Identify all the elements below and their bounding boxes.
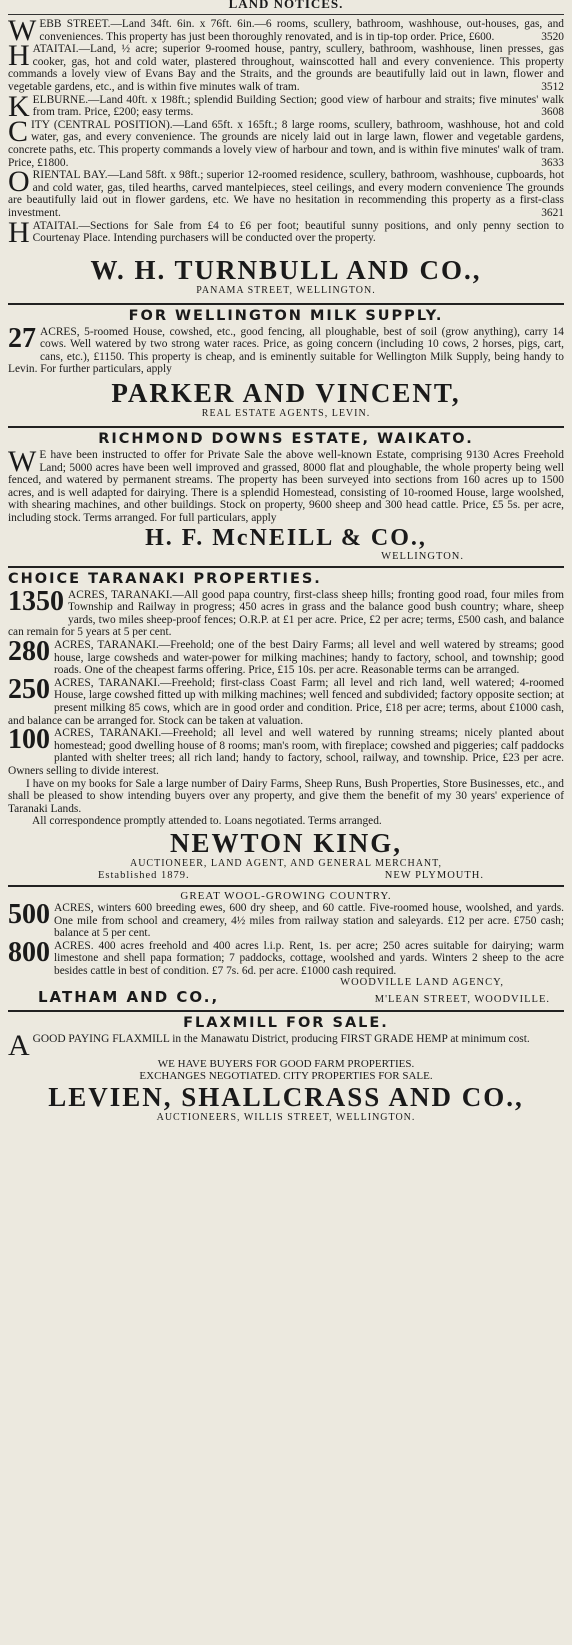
parker-firm: PARKER AND VINCENT, [111,378,461,409]
taranaki-heading: CHOICE TARANAKI PROPERTIES. [8,570,322,587]
listing-ref: 3608 [541,106,564,119]
levien-firm: LEVIEN, SHALLCRASS AND CO., [48,1082,524,1113]
listing-text: ACRES, winters 600 breeding ewes, 600 dry sheep, and 60 cattle. Five-roomed house, woolshed, and yards. One mile from school and creamery, 4½ miles from railway station and saleyards. £12 per acre. £750 cash; balance at 5 per cent. [54,901,564,940]
listing-ref: 3633 [541,156,564,169]
drop-cap: C [8,114,29,148]
listing [8,114,564,169]
listing [8,14,564,47]
divider [8,566,564,568]
flaxmill-ad [8,1029,564,1063]
flaxmill-text: GOOD PAYING FLAXMILL in the Manawatu District, producing FIRST GRADE HEMP at minimum cost. [32,1033,530,1046]
listing-text: ATAITAI.—Land, ½ acre; superior 9-roomed house, pantry, scullery, bathroom, washhouse, linen presses, gas cooker, gas, hot and cold water, plastered throughout, wainscotted hall and every convenience. This property commands a lovely view of Evans Bay and the Straits, and the grounds are beautifully laid out in lawn, flower and vegetable gardens, etc., and is within five minutes walk of tram. [8,43,564,93]
drop-cap: O [8,165,30,199]
listing [8,39,564,93]
listing-text: ACRES, TARANAKI.—Freehold; first-class Coast Farm; all level and rich land, well watered; 4-roomed House, large cowshed fitted up with milking machines; well fenced and subdivided; factory opposite section; at present milking 85 cows, which are in good order and condition. Price, £18 per acre; terms, about £1000 cash, and balance can be arranged for. Stock can be taken at valuation. [8,676,564,727]
listing [8,724,564,777]
latham-firm: LATHAM AND CO., [38,988,220,1007]
richmond-ad [8,445,564,525]
wool-ads [8,898,564,978]
listing-text: ACRES. 400 acres freehold and 400 acres l.i.p. Rent, 1s. per acre; 250 acres suitable for dairying; warm limestone and shell papa formation; 7 paddocks, cottage, woolshed and yards. Winters 2 sheep to the acre besides cattle in best of condition. £7 7s. 6d. per acre. £1000 cash required. [54,939,564,977]
listing [8,215,564,249]
established: Established 1879. [98,869,190,881]
drop-cap: H [8,215,30,249]
listing-text: ITY (CENTRAL POSITION).—Land 65ft. x 165ft.; 8 large rooms, scullery, bathroom, washhouse, hot and cold water, gas, and every convenience. The grounds are nicely laid out in large lawn, flower and vegetable gardens, concrete paths, etc. This property commands a lovely view of harbour and town, and is within five minutes' walk of tram. Price, £1800. [8,118,564,169]
taranaki-corr: All correspondence promptly attended to. Loans negotiated. Terms arranged. [32,815,382,828]
milk-heading: FOR WELLINGTON MILK SUPPLY. [128,307,444,324]
listing [8,636,564,677]
listing-acres: 800 [8,936,50,968]
levien-sub: AUCTIONEERS, WILLIS STREET, WELLINGTON. [156,1112,416,1124]
newton-king-line [8,870,564,881]
divider [8,426,564,428]
listing-ref: 3621 [541,206,564,219]
turnbull-address: PANAMA STREET, WELLINGTON. [196,284,376,296]
wool-heading: GREAT WOOL-GROWING COUNTRY. [180,889,392,902]
mcneill-firm: H. F. McNEILL & CO., [145,524,427,551]
listing [8,165,564,219]
listing-acres: 280 [8,636,50,667]
listing-acres: 100 [8,724,50,756]
listing-text: ACRES, TARANAKI.—Freehold; one of the best Dairy Farms; all level and well watered by streams; good house, large cowsheds and water-power for milking machines; handy to factory, school, and township; good roads. One of the cheapest farms offering. Price, £15 10s. per acre. Reasonable terms can be arranged. [54,639,564,677]
drop-cap: W [8,445,37,479]
town: NEW PLYMOUTH. [384,869,484,881]
listing-text: ELBURNE.—Land 40ft. x 198ft.; splendid Building Section; good view of harbour and straits; five minutes' walk from tram. Price, £200; easy terms. [32,93,564,119]
flaxmill-line2: EXCHANGES NEGOTIATED. CITY PROPERTIES FOR SALE. [139,1070,433,1083]
milk-text: ACRES, 5-roomed House, cowshed, etc., good fencing, all ploughable, best of soil (grow anything), carry 14 cows. Well watered by two strong water races. Price, as going concern (including 10 cows, 2 horses, pigs, cart, cans, etc.), £1150. This property is cheap, and is eminently suitable for Wellington Milk Supply, being handy to Levin. For further particulars, apply [8,325,564,376]
richmond-heading: RICHMOND DOWNS ESTATE, WAIKATO. [98,431,474,448]
milk-acres: 27 [8,322,36,354]
listing-text: ACRES, TARANAKI.—Freehold; all level and well watered by running streams; nicely planted about homestead; good dwelling house of 8 rooms; man's room, with fireplace; cowshed and piggeries; calf paddocks planted with shelter trees; all rich land; handy to factory, school, railway, and township. Price, £23 per acre. Owners selling to divide interest. [8,727,564,777]
flaxmill-heading: FLAXMILL FOR SALE. [183,1015,389,1032]
listing-text: ATAITAI.—Sections for Sale from £4 to £6 per foot; beautiful sunny positions, and only penny section to Courtenay Place. Intending purchasers will be conducted over the property. [32,219,564,245]
listing-acres: 250 [8,673,50,705]
listing-acres: 1350 [8,585,64,617]
woodville-agency: WOODVILLE LAND AGENCY, [340,977,504,989]
parker-sub: REAL ESTATE AGENTS, LEVIN. [201,408,371,420]
listing-text: RIENTAL BAY.—Land 58ft. x 98ft.; superior 12-roomed residence, scullery, bathroom, washhouse, cupboards, hot and cold water, gas, tiled hearths, carved mantelpieces, steel ceilings, and every modern convenience The grounds are beautifully laid out in flower gardens, etc. We have no hesitation in recommending this property as a first-class investment. [8,169,564,219]
latham-line [8,988,564,1006]
mcneill-sub: WELLINGTON. [381,550,464,562]
newton-king-firm: NEWTON KING, [169,827,403,858]
divider [8,1010,564,1012]
listing-ref: 3512 [541,80,564,93]
listing [8,936,564,978]
drop-cap: H [8,39,30,73]
drop-cap: W [8,14,37,47]
divider [8,14,564,15]
listing-text: EBB STREET.—Land 34ft. 6in. x 76ft. 6in.—6 rooms, scullery, bathroom, washhouse, out-houses, gas, and conveniences. This property has just been thoroughly renovated, and is in tip-top order. Price, £600. [39,18,564,43]
divider [8,885,564,887]
listing [8,89,564,123]
listing [8,585,564,639]
divider [8,303,564,305]
turnbull-ads [8,14,564,249]
section-title: LAND NOTICES. [228,0,344,11]
turnbull-firm: W. H. TURNBULL AND CO., [90,254,482,285]
listing-acres: 500 [8,898,50,930]
flaxmill-line1: WE HAVE BUYERS FOR GOOD FARM PROPERTIES. [157,1058,415,1071]
milk-ad [8,322,564,376]
newton-king-sub: AUCTIONEER, LAND AGENT, AND GENERAL MERCHANT, [129,857,443,869]
drop-cap: A [8,1029,30,1063]
taranaki-closing: I have on my books for Sale a large number of Dairy Farms, Sheep Runs, Bush Properties, Store Businesses, etc., and shall be pleased to show intending buyers over any property, and give them the benefit of my 30 years' experience of Taranaki Lands. [8,777,564,815]
richmond-text: E have been instructed to offer for Private Sale the above well-known Estate, comprising 9130 Acres Freehold Land; 5000 acres have been well improved and grassed, 8000 flat and ploughable, the whole property being well fenced, and watered by permanent streams. The property has been surveyed into sections from 160 acres up to 1500 acres, and is well adapted for dairying. There is a splendid Homestead, consisting of 10-roomed House, large woolshed, with shearing machines, and other buildings. Stock on property, 9600 sheep and 300 head cattle. Price, £5 5s. per acre, including stock. Terms arranged. For full particulars, apply [8,449,564,525]
drop-cap: K [8,89,30,123]
latham-street: M'LEAN STREET, WOODVILLE. [374,994,550,1006]
listing [8,673,564,727]
listing [8,898,564,940]
listing-ref: 3520 [541,30,564,43]
listing-text: ACRES, TARANAKI.—All good papa country, first-class sheep hills; fronting good road, four miles from Township and Railway in progress; 450 acres in grass and the balance good bush country; whare, sheep yards, two miles sheep-proof fences; O.R.P. at £1 per acre. Price, £2 per acre; terms, £500 cash, and balance can remain for 5 years at 5 per cent. [8,588,564,639]
taranaki-ads [8,585,564,778]
